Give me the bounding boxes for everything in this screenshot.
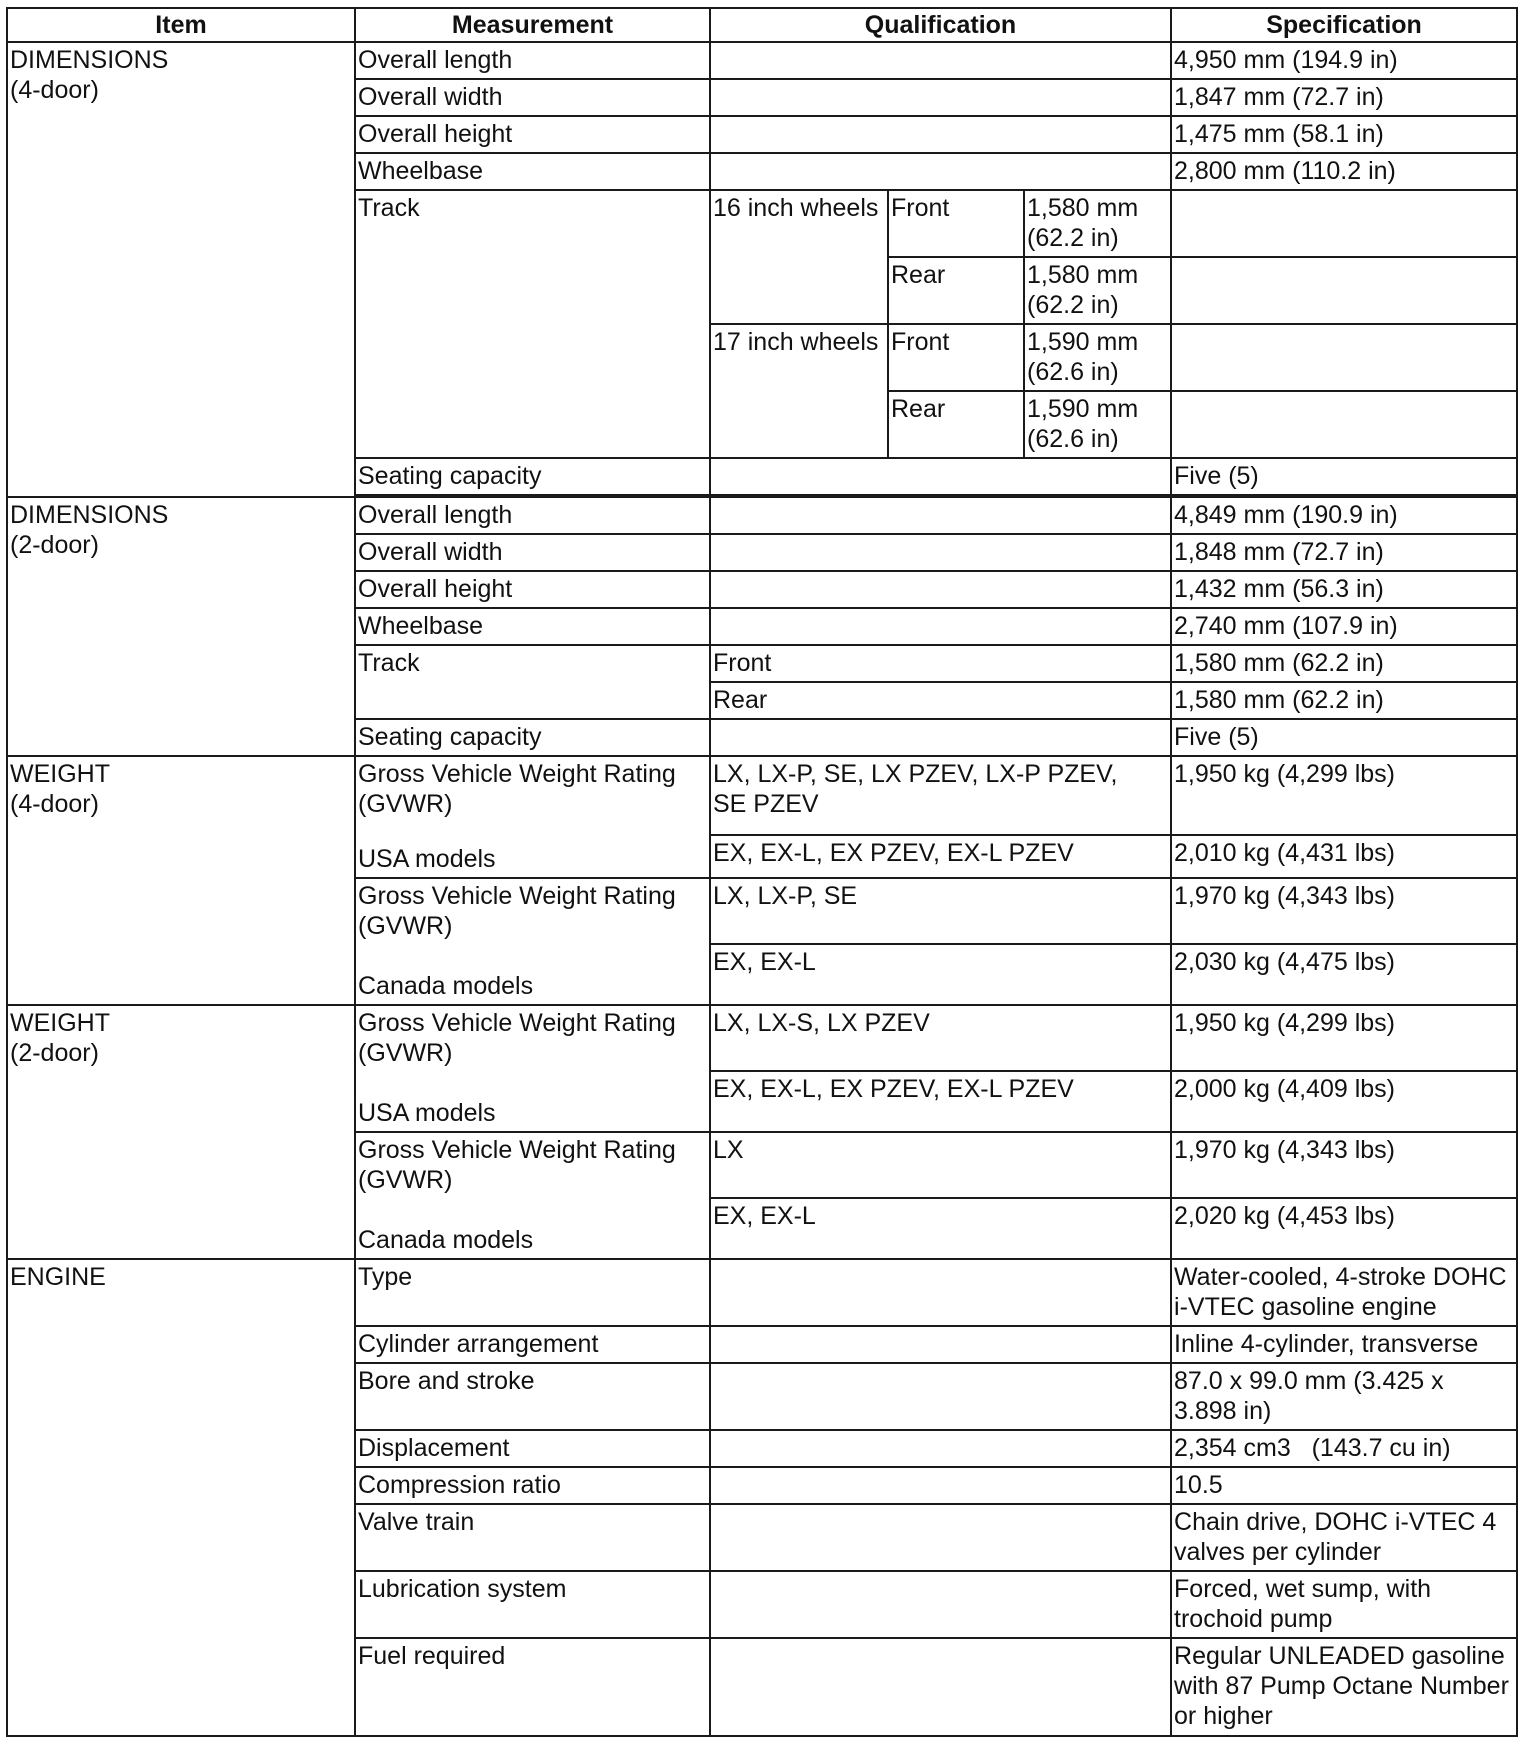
measurement-line: Gross Vehicle Weight Rating [358,882,676,910]
spec-cell [1171,1259,1517,1326]
spec-cell: 1,432 mm (56.3 in) [1171,571,1517,608]
spec-cell: 2,020 kg (4,453 lbs) [1171,1198,1517,1259]
item-subtitle: (2-door) [10,1039,99,1067]
measurement-cell: Overall length [355,497,710,534]
qualification-value [1024,190,1171,257]
qualification-cell [710,1571,1171,1638]
measurement-line: (GVWR) [358,1166,453,1194]
qualification-cell: Rear [710,682,1171,719]
measurement-cell: Displacement [355,1430,710,1467]
measurement-line: (GVWR) [358,790,453,818]
header-qualification: Qualification [710,8,1171,42]
market-cell: Canada models [355,944,710,1005]
spec-cell [1171,391,1517,458]
header-item: Item [7,8,355,42]
qualification-cell [710,79,1171,116]
measurement-cell: Track [355,645,710,719]
spec-line: Regular UNLEADED gasoline [1174,1642,1505,1670]
measurement-line: Gross Vehicle Weight Rating [358,760,676,788]
qualification-cell [710,1326,1171,1363]
qualification-value [1024,257,1171,324]
spec-line: or higher [1174,1702,1273,1730]
spec-cell: 2,354 cm3 (143.7 cu in) [1171,1430,1517,1467]
spec-cell [1171,1363,1517,1430]
qualification-cell: EX, EX-L, EX PZEV, EX-L PZEV [710,1071,1171,1132]
spec-cell: 2,030 kg (4,475 lbs) [1171,944,1517,1005]
value-line: (62.2 in) [1027,224,1119,252]
qualification-cell: LX, LX-P, SE [710,878,1171,944]
table-row [7,756,1517,835]
qualification-cell: EX, EX-L [710,1198,1171,1259]
measurement-cell: Overall width [355,534,710,571]
spec-cell: 2,740 mm (107.9 in) [1171,608,1517,645]
value-line: 1,590 mm [1027,395,1139,423]
spec-cell [1171,1638,1517,1736]
qualification-cell: LX [710,1132,1171,1198]
table-row [7,1259,1517,1326]
spec-line: with 87 Pump Octane Number [1174,1672,1509,1700]
qualification-value [1024,391,1171,458]
qualification-cell [710,608,1171,645]
measurement-cell: Overall height [355,116,710,153]
item-weight-2door [7,1005,355,1259]
spec-line: trochoid pump [1174,1605,1333,1633]
spec-line: valves per cylinder [1174,1538,1382,1566]
market-cell: USA models [355,835,710,878]
spec-cell [1171,1504,1517,1571]
spec-cell [1171,324,1517,391]
market-cell: Canada models [355,1198,710,1259]
qualification-cell [710,1259,1171,1326]
measurement-line: Gross Vehicle Weight Rating [358,1136,676,1164]
spec-cell: 1,847 mm (72.7 in) [1171,79,1517,116]
qualification-cell [710,497,1171,534]
measurement-cell: Track [355,190,710,458]
qualification-cell [710,534,1171,571]
measurement-cell [355,1005,710,1071]
qualification-cell [710,719,1171,756]
qualification-cell [710,756,1171,835]
measurement-line: (GVWR) [358,1039,453,1067]
spec-cell [1171,190,1517,257]
spec-cell [1171,257,1517,324]
item-title: DIMENSIONS [10,501,169,529]
spec-cell: 1,950 kg (4,299 lbs) [1171,1005,1517,1071]
spec-cell: 1,970 kg (4,343 lbs) [1171,1132,1517,1198]
spec-cell: 1,950 kg (4,299 lbs) [1171,756,1517,835]
specifications-table [6,7,1518,1737]
qualification-cell [710,1504,1171,1571]
value-line: 1,590 mm [1027,328,1139,356]
qualification-cell [710,1638,1171,1736]
measurement-cell: Seating capacity [355,458,710,495]
qualification-position: Front [888,324,1024,391]
item-title: WEIGHT [10,1009,110,1037]
measurement-cell: Overall height [355,571,710,608]
qualification-position: Rear [888,391,1024,458]
value-line: (62.2 in) [1027,291,1119,319]
measurement-cell: Valve train [355,1504,710,1571]
spec-cell: 2,000 kg (4,409 lbs) [1171,1071,1517,1132]
qualification-value [1024,324,1171,391]
qualification-cell [710,42,1171,79]
spec-cell: 2,010 kg (4,431 lbs) [1171,835,1517,878]
spec-cell: 4,950 mm (194.9 in) [1171,42,1517,79]
item-subtitle: (4-door) [10,790,99,818]
item-dimensions-4door [7,42,355,497]
qualification-wheel-size: 17 inch wheels [710,324,888,458]
measurement-cell: Wheelbase [355,608,710,645]
spec-cell: 1,580 mm (62.2 in) [1171,682,1517,719]
item-subtitle: (2-door) [10,531,99,559]
market-cell: USA models [355,1071,710,1132]
value-line: 1,580 mm [1027,194,1139,222]
item-title: WEIGHT [10,760,110,788]
qualification-cell: Front [710,645,1171,682]
qualification-line: SE PZEV [713,790,819,818]
measurement-cell [355,878,710,944]
measurement-cell: Overall width [355,79,710,116]
measurement-cell [355,756,710,835]
qualification-cell [710,1467,1171,1504]
item-dimensions-2door [7,497,355,756]
header-specification: Specification [1171,8,1517,42]
spec-cell: 1,580 mm (62.2 in) [1171,645,1517,682]
spec-cell: Inline 4-cylinder, transverse [1171,1326,1517,1363]
spec-cell: 1,970 kg (4,343 lbs) [1171,878,1517,944]
item-weight-4door [7,756,355,1005]
spec-cell: 2,800 mm (110.2 in) [1171,153,1517,190]
item-title: DIMENSIONS [10,46,169,74]
qualification-cell: EX, EX-L, EX PZEV, EX-L PZEV [710,835,1171,878]
measurement-cell: Compression ratio [355,1467,710,1504]
spec-line: 87.0 x 99.0 mm (3.425 x [1174,1367,1444,1395]
spec-cell: Five (5) [1171,458,1517,495]
spec-cell: Five (5) [1171,719,1517,756]
measurement-cell: Seating capacity [355,719,710,756]
table-row [7,497,1517,534]
table-row [7,42,1517,79]
spec-line: 3.898 in) [1174,1397,1272,1425]
value-line: (62.6 in) [1027,358,1119,386]
qualification-cell: EX, EX-L [710,944,1171,1005]
spec-cell: 1,848 mm (72.7 in) [1171,534,1517,571]
measurement-cell: Wheelbase [355,153,710,190]
measurement-cell: Overall length [355,42,710,79]
qualification-cell: LX, LX-S, LX PZEV [710,1005,1171,1071]
spec-line: Forced, wet sump, with [1174,1575,1432,1603]
qualification-cell [710,1363,1171,1430]
spec-line: Chain drive, DOHC i-VTEC 4 [1174,1508,1497,1536]
qualification-cell [710,116,1171,153]
spec-cell: 1,475 mm (58.1 in) [1171,116,1517,153]
header-row [7,8,1517,42]
measurement-cell: Cylinder arrangement [355,1326,710,1363]
spec-cell: 10.5 [1171,1467,1517,1504]
qualification-position: Front [888,190,1024,257]
spec-line: i-VTEC gasoline engine [1174,1293,1437,1321]
qualification-cell [710,571,1171,608]
value-line: 1,580 mm [1027,261,1139,289]
measurement-cell: Bore and stroke [355,1363,710,1430]
qualification-cell [710,1430,1171,1467]
qualification-line: LX, LX-P, SE, LX PZEV, LX-P PZEV, [713,760,1118,788]
spec-cell: 4,849 mm (190.9 in) [1171,497,1517,534]
measurement-cell: Lubrication system [355,1571,710,1638]
qualification-cell [710,153,1171,190]
spec-line: Water-cooled, 4-stroke DOHC [1174,1263,1507,1291]
table-row [7,1005,1517,1071]
measurement-cell [355,1132,710,1198]
qualification-position: Rear [888,257,1024,324]
qualification-wheel-size: 16 inch wheels [710,190,888,324]
measurement-cell: Type [355,1259,710,1326]
item-engine: ENGINE [7,1259,355,1736]
measurement-line: Gross Vehicle Weight Rating [358,1009,676,1037]
measurement-line: (GVWR) [358,912,453,940]
measurement-cell: Fuel required [355,1638,710,1736]
item-subtitle: (4-door) [10,76,99,104]
value-line: (62.6 in) [1027,425,1119,453]
qualification-cell [710,458,1171,495]
header-measurement: Measurement [355,8,710,42]
spec-cell [1171,1571,1517,1638]
